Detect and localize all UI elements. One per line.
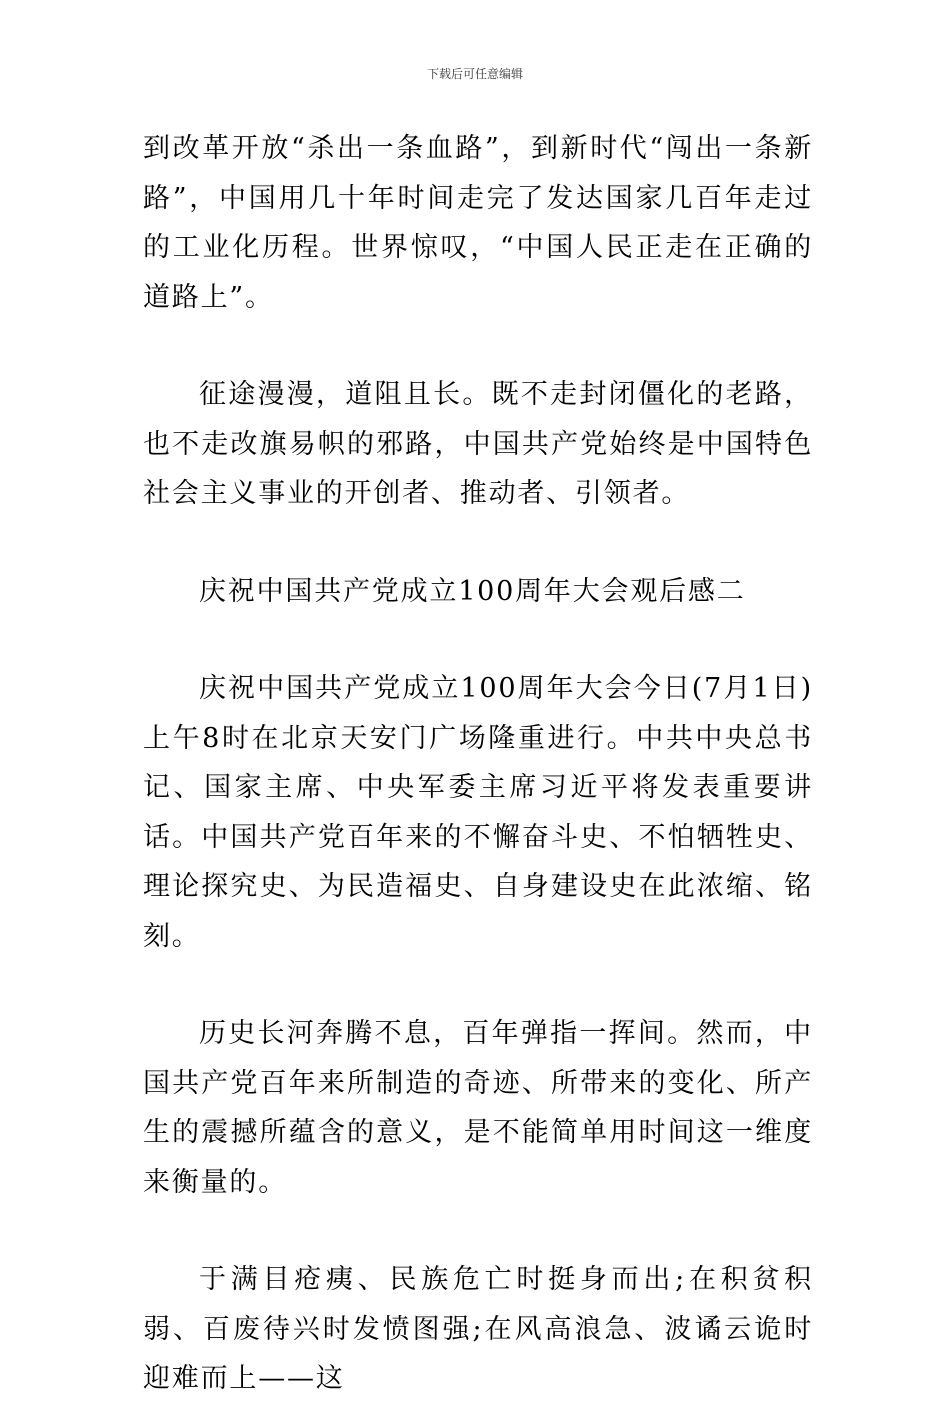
section-heading: 庆祝中国共产党成立100周年大会观后感二 [199,575,746,607]
paragraph: 于满目疮痍、民族危亡时挺身而出;在积贫积弱、百废待兴时发愤图强;在风高浪急、波谲云诡时迎难而上——这 [143,1264,813,1394]
paragraph-gap [143,961,813,1009]
paragraph-gap [143,322,813,370]
paragraph-gap [143,616,813,664]
paragraph-continuation: 到改革开放“杀出一条血路”，到新时代“闯出一条新路”，中国用几十年时间走完了发达国家几百年走过的工业化历程。世界惊叹，“中国人民正走在正确的道路上”。 [143,133,813,313]
paragraph: 庆祝中国共产党成立100周年大会今日(7月1日)上午8时在北京天安门广场隆重进行。中共中央总书记、国家主席、中央军委主席习近平将发表重要讲话。中国共产党百年来的不懈奋斗史、不怕牺牲史、理论探究史、为民造福史、自身建设史在此浓缩、铭刻。 [143,673,813,952]
paragraph-gap [143,519,813,567]
paragraph: 征途漫漫，道阻且长。既不走封闭僵化的老路，也不走改旗易帜的邪路，中国共产党始终是中国特色社会主义事业的开创者、推动者、引领者。 [143,379,813,509]
paragraph-gap [143,1207,813,1255]
paragraph: 历史长河奔腾不息，百年弹指一挥间。然而，中国共产党百年来所制造的奇迹、所带来的变化、所产生的震撼所蕴含的意义，是不能简单用时间这一维度来衡量的。 [143,1018,813,1198]
page-header: 下载后可任意编辑 [426,67,523,81]
document-body [143,124,813,1404]
